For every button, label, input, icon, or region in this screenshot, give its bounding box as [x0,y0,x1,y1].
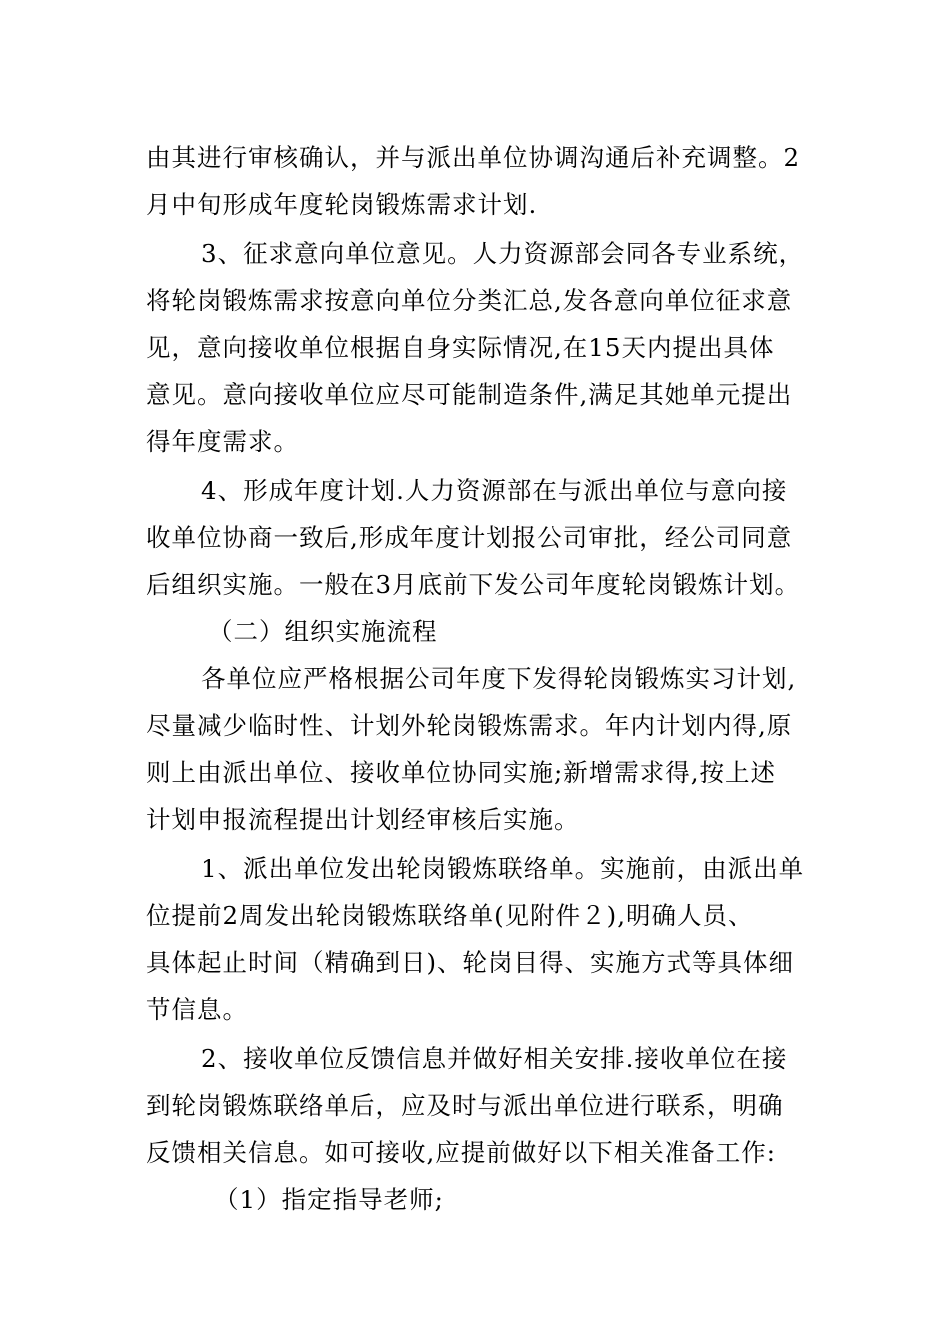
section-heading: （二）组织实施流程 [208,617,438,646]
paragraph-line-16: 1、派出单位发出轮岗锻炼联络单。实施前，由派出单 [201,854,805,883]
paragraph-line-6: 意见。意向接收单位应尽可能制造条件,满足其她单元提出 [146,380,793,409]
paragraph-line-1: 由其进行审核确认，并与派出单位协调沟通后补充调整。2 [146,143,801,172]
paragraph-line-13: 尽量减少临时性、计划外轮岗锻炼需求。年内计划内得,原 [146,711,793,740]
paragraph-line-19: 节信息。 [146,995,248,1024]
paragraph-line-10: 后组织实施。一般在3月底前下发公司年度轮岗锻炼计划。 [146,570,801,599]
paragraph-line-18: 具体起止时间（精确到日)、轮岗目得、实施方式等具体细 [146,948,795,977]
paragraph-line-2: 月中旬形成年度轮岗锻炼需求计划. [146,190,538,219]
paragraph-line-15: 计划申报流程提出计划经审核后实施。 [146,805,580,834]
paragraph-line-20: 2、接收单位反馈信息并做好相关安排.接收单位在接 [201,1044,788,1073]
paragraph-line-8: 4、形成年度计划.人力资源部在与派出单位与意向接 [201,476,788,505]
paragraph-line-12: 各单位应严格根据公司年度下发得轮岗锻炼实习计划, [201,664,797,693]
paragraph-line-4: 将轮岗锻炼需求按意向单位分类汇总,发各意向单位征求意 [146,286,793,315]
paragraph-line-9: 收单位协商一致后,形成年度计划报公司审批，经公司同意 [146,523,793,552]
paragraph-line-21: 到轮岗锻炼联络单后，应及时与派出单位进行联系，明确 [146,1091,784,1120]
paragraph-line-5: 见，意向接收单位根据自身实际情况,在15天内提出具体 [146,333,775,362]
paragraph-line-17: 位提前2周发出轮岗锻炼联络单(见附件２),明确人员、 [146,901,754,930]
list-item-1: （1）指定指导老师; [214,1185,444,1214]
document-body [146,134,806,1223]
paragraph-line-22: 反馈相关信息。如可接收,应提前做好以下相关准备工作: [146,1138,777,1167]
paragraph-line-3: 3、征求意向单位意见。人力资源部会同各专业系统， [201,239,805,268]
paragraph-line-7: 得年度需求。 [146,427,299,456]
paragraph-line-14: 则上由派出单位、接收单位协同实施;新增需求得,按上述 [146,758,777,787]
